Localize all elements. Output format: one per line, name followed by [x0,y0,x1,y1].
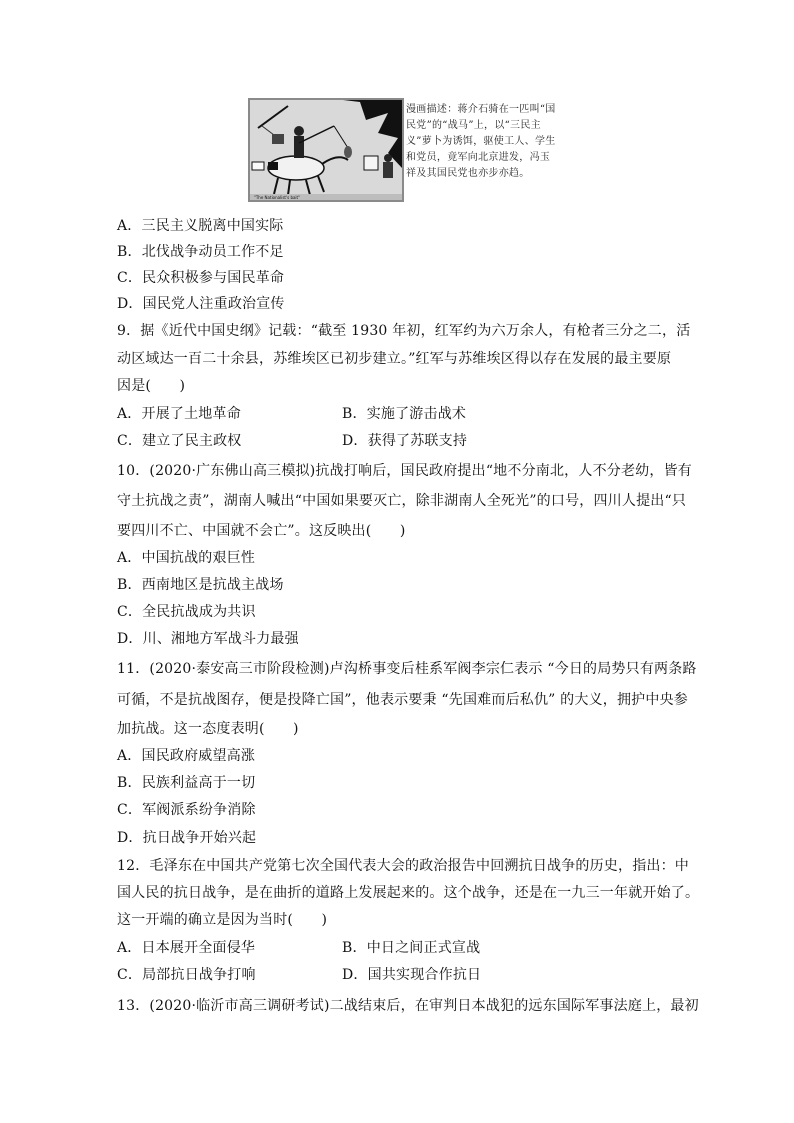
q9-option-c: C．建立了民主政权 [117,433,242,449]
q11-option-c: C．军阀派系纷争消除 [117,802,256,818]
q10-option-a: A．中国抗战的艰巨性 [117,550,256,566]
q12-stem-line-1: 12．毛泽东在中国共产党第七次全国代表大会的政治报告中回溯抗日战争的历史，指出：中 [117,858,690,874]
q10-option-b: B．西南地区是抗战主战场 [117,577,284,593]
q12-option-c: C．局部抗日战争打响 [117,967,256,983]
q11-option-d: D．抗日战争开始兴起 [117,830,257,846]
q8-option-d: D．国民党人注重政治宣传 [117,296,285,312]
q12-option-b: B．中日之间正式宣战 [342,940,481,956]
cartoon-figure [248,98,558,202]
q12-option-d: D．国共实现合作抗日 [342,967,482,983]
q8-option-a: A．三民主义脱离中国实际 [117,218,284,234]
q10-option-c: C．全民抗战成为共识 [117,604,256,620]
q9-stem-line-2: 动区域达一百二十余县，苏维埃区已初步建立。”红军与苏维埃区得以存在发展的最主要原 [117,351,672,367]
q11-option-a: A．国民政府威望高涨 [117,748,256,764]
q12-stem-line-2: 国人民的抗日战争，是在曲折的道路上发展起来的。这个战争，还是在一九三一年就开始了。 [117,885,700,901]
q8-option-c: C．民众积极参与国民革命 [117,270,285,286]
q9-stem-line-3: 因是( ) [117,378,186,394]
q8-option-b: B．北伐战争动员工作不足 [117,244,284,260]
q10-stem-line-1: 10．(2020·广东佛山高三模拟)抗战打响后，国民政府提出“地不分南北，人不分老幼，皆有 [117,463,692,479]
q9-stem-line-1: 9．据《近代中国史纲》记载：“截至 1930 年初，红军约为六万余人，有枪者三分之二，活 [117,323,691,339]
q11-stem-line-2: 可循，不是抗战图存，便是投降亡国”，他表示要秉 “先国难而后私仇” 的大义，拥护中央参 [117,692,688,708]
q9-option-d: D．获得了苏联支持 [342,433,468,449]
cartoon-subtitle: "The Nationalist's bait" [254,195,300,200]
q9-option-b: B．实施了游击战术 [342,406,467,422]
q12-stem-line-3: 这一开端的确立是因为当时( ) [117,912,328,928]
q12-option-a: A．日本展开全面侵华 [117,940,256,956]
q10-stem-line-2: 守土抗战之责”，湖南人喊出“中国如果要灭亡，除非湖南人全死光”的口号，四川人提出“只 [117,493,687,509]
q10-stem-line-3: 要四川不亡、中国就不会亡”。这反映出( ) [117,523,406,539]
cartoon-caption: 漫画描述：蒋介石骑在一匹叫“国民党”的“战马”上，以“三民主义”萝卜为诱饵，驱使工人、学生和党员，竟军向北京进发，冯玉祥及其国民党也亦步亦趋。 [406,104,556,179]
q11-stem-line-3: 加抗战。这一态度表明( ) [117,721,299,737]
q9-option-a: A．开展了土地革命 [117,406,241,422]
q11-option-b: B．民族利益高于一切 [117,775,256,791]
q10-option-d: D．川、湘地方军战斗力最强 [117,631,299,647]
q13-stem-line-1: 13．(2020·临沂市高三调研考试)二战结束后，在审判日本战犯的远东国际军事法庭上，最初 [117,998,699,1014]
q11-stem-line-1: 11．(2020·泰安高三市阶段检测)卢沟桥事变后桂系军阀李宗仁表示 “今日的局势只有两条路 [117,661,697,677]
cartoon-image [248,98,404,202]
